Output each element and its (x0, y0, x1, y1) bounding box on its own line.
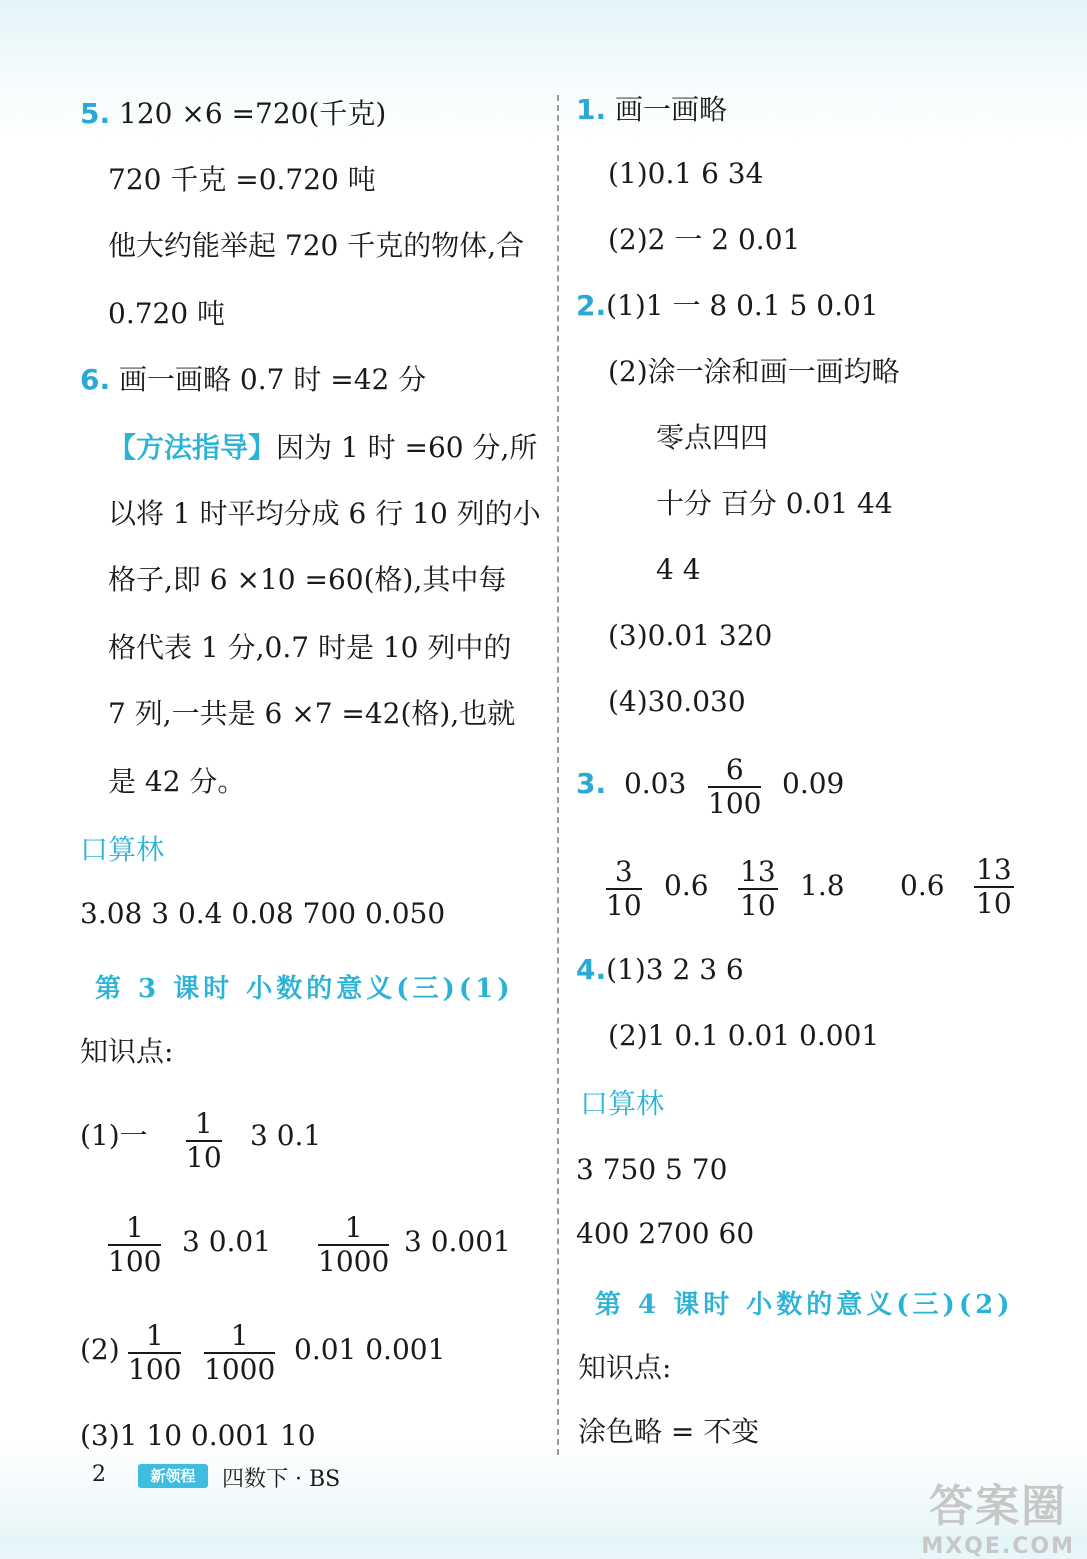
k2-fraction1: $\frac{1}{100}$ (128, 1319, 182, 1386)
r-q2-b: (2)涂一涂和画一画均略 (608, 355, 900, 388)
lesson4-title: 第 4 课时 小数的意义(三)(2) (595, 1290, 1014, 1320)
r-q3-fraction4: $\frac{13}{10}$ (976, 853, 1012, 920)
method-line4: 格代表 1 分,0.7 时是 10 列中的 (108, 631, 512, 664)
oral-values-left: 3.08 3 0.4 0.08 700 0.050 (80, 897, 446, 930)
method-line6: 是 42 分。 (108, 765, 246, 798)
r-q2-d: 十分 百分 0.01 44 (656, 487, 893, 520)
q5-line1: 5. 120 ×6 =720(千克) (80, 97, 387, 130)
k1b-fraction2: $\frac{1}{1000}$ (318, 1211, 390, 1278)
r-q2-g: (4)30.030 (608, 685, 746, 718)
oral-title-left: 口算林 (80, 833, 165, 866)
k1b-mid: 3 0.01 (182, 1225, 272, 1258)
column-divider (557, 95, 559, 1455)
k2-prefix: (2) (80, 1333, 120, 1366)
k2-fraction2: $\frac{1}{1000}$ (204, 1319, 276, 1386)
method-line3: 格子,即 6 ×10 =60(格),其中每 (108, 563, 507, 596)
r-q3-fraction2: $\frac{3}{10}$ (606, 855, 642, 922)
k1-fraction: $\frac{1}{10}$ (186, 1107, 222, 1174)
k2-tail: 0.01 0.001 (294, 1333, 446, 1366)
k1-prefix: (1)一 (80, 1119, 148, 1152)
footer-text: 四数下 · BS (222, 1467, 341, 1492)
r-q3-row1: 3. 0.03 (576, 767, 687, 800)
r-q4-b: (2)1 0.1 0.01 0.001 (608, 1019, 880, 1052)
page-number: 2 (92, 1462, 106, 1487)
r-q3-v4: 1.8 (800, 869, 845, 902)
r-q3-fraction3: $\frac{13}{10}$ (740, 855, 776, 922)
method-label: 【方法指导】 (108, 431, 277, 464)
q6-line1: 6. 画一画略 0.7 时 =42 分 (80, 363, 427, 396)
lesson3-title: 第 3 课时 小数的意义(三)(1) (95, 974, 514, 1004)
r-q2-a: 2.(1)1 一 8 0.1 5 0.01 (576, 289, 879, 322)
r-q2-e: 4 4 (656, 553, 701, 586)
method-line1: 【方法指导】因为 1 时 =60 分,所 (108, 431, 538, 464)
oral-title-right: 口算林 (580, 1087, 665, 1120)
r-q3-v5: 0.6 (900, 869, 945, 902)
q5-line2: 720 千克 =0.720 吨 (108, 163, 376, 196)
r-q2-f: (3)0.01 320 (608, 619, 773, 652)
r-q3-v2: 0.09 (782, 767, 845, 800)
brand-badge: 新领程 (138, 1464, 208, 1488)
q5-line4: 0.720 吨 (108, 297, 226, 330)
k1-tail: 3 0.1 (250, 1119, 322, 1152)
q5-line3: 他大约能举起 720 千克的物体,合 (108, 229, 525, 262)
r-q2-c: 零点四四 (656, 421, 769, 454)
r-q4-a: 4.(1)3 2 3 6 (576, 953, 744, 986)
method-line2: 以将 1 时平均分成 6 行 10 列的小 (108, 497, 541, 530)
method-line5: 7 列,一共是 6 ×7 =42(格),也就 (108, 697, 516, 730)
r-q3-v3: 0.6 (664, 869, 709, 902)
watermark-logo: 答案圈 MXQE.COM (921, 1481, 1075, 1559)
k1b-tail: 3 0.001 (404, 1225, 511, 1258)
k1b-fraction1: $\frac{1}{100}$ (108, 1211, 162, 1278)
k3-line: (3)1 10 0.001 10 (80, 1419, 316, 1452)
r-q1-title: 1. 画一画略 (576, 93, 728, 126)
oral-row1-right: 3 750 5 70 (576, 1153, 728, 1186)
r-q1-a: (1)0.1 6 34 (608, 157, 764, 190)
r-q3-fraction1: $\frac{6}{100}$ (708, 753, 762, 820)
knowledge-left: 知识点: (80, 1035, 174, 1068)
oral-row2-right: 400 2700 60 (576, 1217, 755, 1250)
last-line-right: 涂色略 = 不变 (578, 1415, 760, 1448)
r-q1-b: (2)2 一 2 0.01 (608, 223, 801, 256)
knowledge-right: 知识点: (578, 1351, 672, 1384)
